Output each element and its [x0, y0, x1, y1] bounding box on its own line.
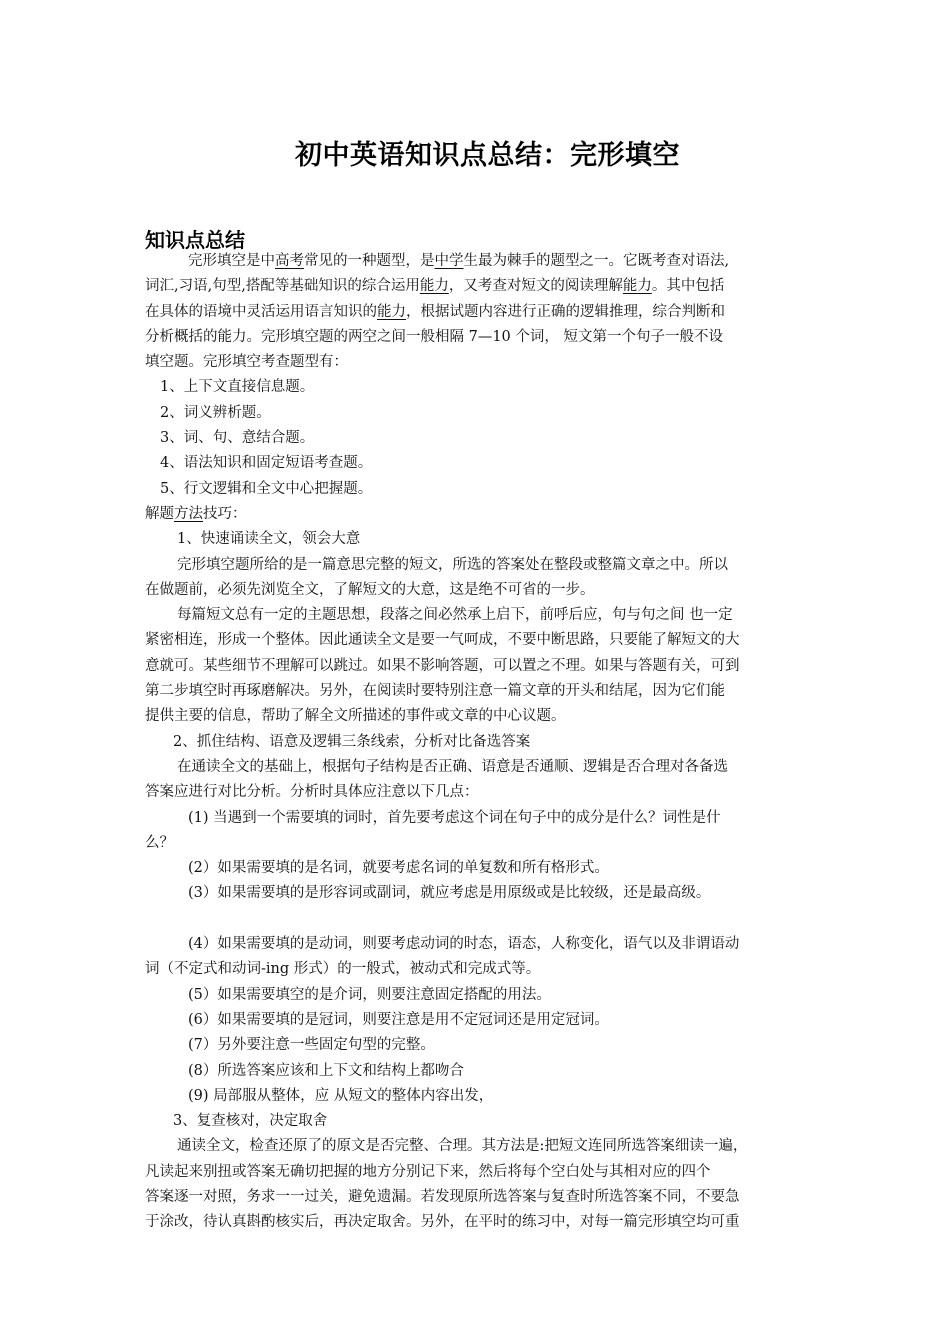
paragraph-line: 答案应进行对比分析。分析时具体应注意以下几点：	[145, 784, 479, 801]
step-heading: 3、复查核对，决定取舍	[173, 1113, 328, 1130]
analysis-point: (4）如果需要填的是动词，则要考虑动词的时态，语态，人称变化，语气以及非谓语动	[188, 936, 740, 953]
analysis-point: (9) 局部服从整体，应 从短文的整体内容出发，	[188, 1087, 494, 1104]
intro-line	[145, 274, 813, 299]
analysis-point: (3）如果需要填的是形容词或副词，就应考虑是用原级或是比较级，还是最高级。	[188, 885, 711, 902]
analysis-point: (6）如果需要填的是冠词，则要注意是用不定冠词还是用定冠词。	[188, 1011, 609, 1028]
paragraph-line: 通读全文，检查还原了的原文是否完整、合理。其方法是:把短文连同所选答案细读一遍，	[177, 1138, 748, 1155]
paragraph-line: 紧密相连，形成一个整体。因此通读全文是要一气呵成，不要中断思路，只要能了解短文的大	[145, 632, 740, 649]
paragraph-line: 每篇短文总有一定的主题思想，段落之间必然承上启下，前呼后应，句与句之间 也一定	[177, 607, 733, 624]
intro-line	[145, 249, 813, 274]
paragraph-line: 凡读起来别扭或答案无确切把握的地方分别记下来，然后将每个空白处与其相对应的四个	[145, 1163, 711, 1180]
underlined-term: 方法	[174, 505, 203, 522]
text-run: 常见的一种题型，是	[304, 253, 435, 269]
intro-line	[145, 300, 813, 325]
blank-line	[145, 907, 813, 932]
method-intro	[145, 502, 813, 527]
analysis-point: 么？	[145, 834, 174, 851]
intro-line: 分析概括的能力。完形填空题的两空之间一般相隔 7—10 个词， 短文第一个句子一般不设	[145, 328, 724, 345]
paragraph-line: 第二步填空时再琢磨解决。另外，在阅读时要特别注意一篇文章的开头和结尾，因为它们能	[145, 683, 725, 700]
underlined-term: 能力	[622, 278, 652, 295]
step-heading: 1、快速诵读全文，领会大意	[177, 531, 361, 548]
paragraph-line: 提供主要的信息，帮助了解全文所描述的事件或文章的中心议题。	[145, 708, 566, 725]
analysis-point: (8）所选答案应该和上下文和结构上都吻合	[188, 1062, 464, 1079]
analysis-point: (2）如果需要填的是名词，就要考虑名词的单复数和所有格形式。	[188, 860, 609, 877]
paragraph-line: 完形填空题所给的是一篇意思完整的短文，所选的答案处在整段或整篇文章之中。所以	[177, 556, 728, 573]
text-run: 完形填空是中	[188, 253, 275, 269]
intro-line: 填空题。完形填空考查题型有：	[145, 354, 348, 371]
page-title: 初中英语知识点总结：完形填空	[295, 140, 680, 171]
text-run: ，根据试题内容进行正确的逻辑推理，综合判断和	[406, 303, 725, 320]
article-body	[145, 249, 813, 1236]
type-list-item: 5、行文逻辑和全文中心把握题。	[160, 480, 373, 497]
step-heading: 2、抓住结构、语意及逻辑三条线索，分析对比备选答案	[173, 733, 531, 750]
paragraph-line: 意就可。某些细节不理解可以跳过。如果不影响答题，可以置之不理。如果与答题有关，可到	[145, 657, 740, 674]
type-list-item: 1、上下文直接信息题。	[160, 379, 315, 396]
text-run: 在具体的语境中灵活运用语言知识的	[145, 303, 377, 320]
analysis-point: 词（不定式和动词-ing 形式）的一般式，被动式和完成式等。	[145, 961, 541, 978]
text-run: 。其中包括	[651, 278, 725, 295]
analysis-point: (5）如果需要填空的是介词，则要注意固定搭配的用法。	[188, 986, 551, 1003]
paragraph-line: 于涂改，待认真斟酌核实后，再决定取舍。另外，在平时的练习中，对每一篇完形填空均可重	[145, 1214, 740, 1231]
type-list-item: 4、语法知识和固定短语考查题。	[160, 455, 373, 472]
underlined-term: 能力	[419, 278, 449, 295]
text-run: 技巧：	[203, 505, 247, 522]
underlined-term: 高考	[275, 253, 304, 269]
underlined-term: 能力	[377, 303, 406, 320]
paragraph-line: 在通读全文的基础上，根据句子结构是否正确、语意是否通顺、逻辑是否合理对各备选	[177, 758, 728, 775]
analysis-point: (1) 当遇到一个需要填的词时，首先要考虑这个词在句子中的成分是什么？词性是什	[188, 809, 721, 826]
section-heading: 知识点总结	[145, 228, 245, 252]
type-list-item: 2、词义辨析题。	[160, 404, 271, 421]
text-run: 词汇,习语,句型,搭配等基础知识的综合运用	[145, 278, 420, 295]
text-run: 解题	[145, 505, 174, 522]
underlined-term: 中学	[434, 253, 464, 269]
text-run: ，又考查对短文的阅读理解	[448, 278, 623, 295]
analysis-point: (7）另外要注意一些固定句型的完整。	[188, 1037, 435, 1054]
type-list-item: 3、词、句、意结合题。	[160, 430, 315, 447]
text-run: 生最为棘手的题型之一。它既考查对语法,	[463, 253, 730, 269]
paragraph-line: 答案逐一对照，务求一一过关，避免遗漏。若发现原所选答案与复查时所选答案不同，不要急	[145, 1188, 740, 1205]
paragraph-line: 在做题前，必须先浏览全文，了解短文的大意，这是绝不可省的一步。	[145, 581, 595, 598]
